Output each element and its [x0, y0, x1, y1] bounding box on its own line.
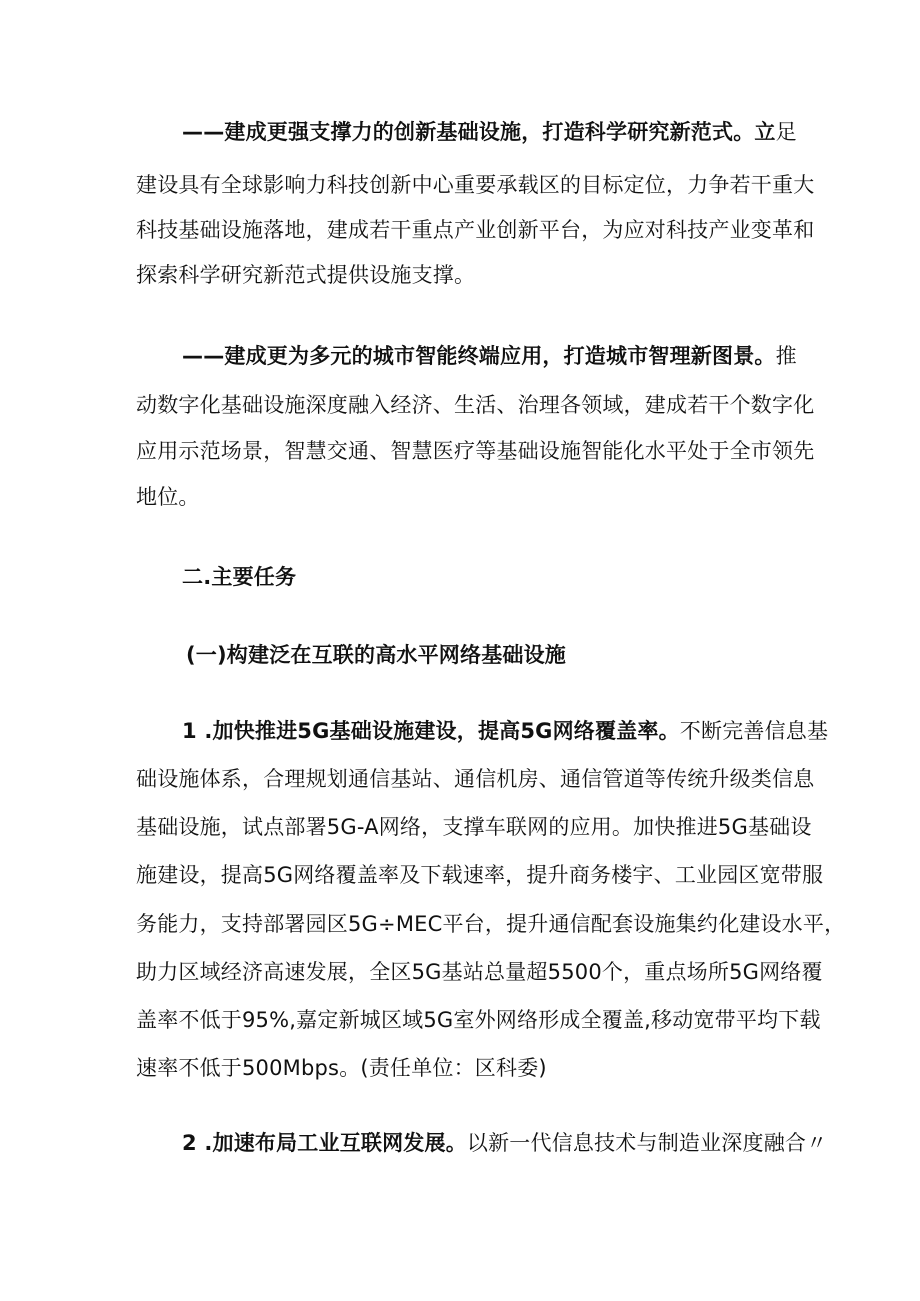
item-1-lead-rest: 不断完善信息基: [679, 719, 829, 743]
item-2-lead: 2 .加速布局工业互联网发展。: [182, 1131, 467, 1155]
subsection-heading: (一)构建泛在互联的高水平网络基础设施: [186, 643, 566, 667]
item-1-line-3: 基础设施，试点部署5G-A网络，支撑车联网的应用。加快推进5G基础设: [136, 815, 812, 839]
paragraph-innovation-line-2: 建设具有全球影响力科技创新中心重要承载区的目标定位，力争若干重大: [136, 173, 815, 197]
item-1-line-2: 础设施体系，合理规划通信基站、通信机房、通信管道等传统升级类信息: [136, 767, 815, 791]
paragraph-smart-city-line-2: 动数字化基础设施深度融入经济、生活、治理各领域，建成若干个数字化: [136, 393, 815, 417]
item-1-line-8: 速率不低于500Mbps。(责任单位：区科委): [136, 1056, 547, 1080]
section-heading: 二.主要任务: [182, 565, 297, 589]
item-1-line-5: 务能力，支持部署园区5G÷MEC平台，提升通信配套设施集约化建设水平，: [136, 912, 846, 936]
item-1-line-7: 盖率不低于95%,嘉定新城区域5G室外网络形成全覆盖,移动宽带平均下载: [136, 1008, 821, 1032]
item-1-line-4: 施建设，提高5G网络覆盖率及下载速率，提升商务楼宇、工业园区宽带服: [136, 863, 824, 887]
item-1-line-6: 助力区域经济高速发展，全区5G基站总量超5500个，重点场所5G网络覆: [136, 960, 823, 984]
paragraph-innovation-lead-rest: 足: [775, 120, 797, 144]
item-2-line-1: [182, 1128, 827, 1158]
paragraph-smart-city-line-1: [182, 341, 797, 371]
paragraph-smart-city-lead: ——建成更为多元的城市智能终端应用，打造城市智理新图景。: [182, 344, 776, 368]
paragraph-smart-city-line-4: 地位。: [136, 485, 200, 509]
paragraph-innovation-line-4: 探索科学研究新范式提供设施支撑。: [136, 263, 476, 287]
paragraph-innovation-lead: ——建成更强支撑力的创新基础设施，打造科学研究新范式。立: [182, 120, 776, 144]
paragraph-innovation-line-1: [182, 117, 797, 147]
paragraph-smart-city-lead-rest: 推: [775, 344, 797, 368]
item-1-line-1: [182, 716, 828, 746]
paragraph-smart-city-line-3: 应用示范场景，智慧交通、智慧医疗等基础设施智能化水平处于全市领先: [136, 439, 815, 463]
paragraph-innovation-line-3: 科技基础设施落地，建成若干重点产业创新平台，为应对科技产业变革和: [136, 218, 815, 242]
item-2-lead-rest: 以新一代信息技术与制造业深度融合〃: [466, 1131, 828, 1155]
item-1-lead: 1 .加快推进5G基础设施建设，提高5G网络覆盖率。: [182, 719, 680, 743]
